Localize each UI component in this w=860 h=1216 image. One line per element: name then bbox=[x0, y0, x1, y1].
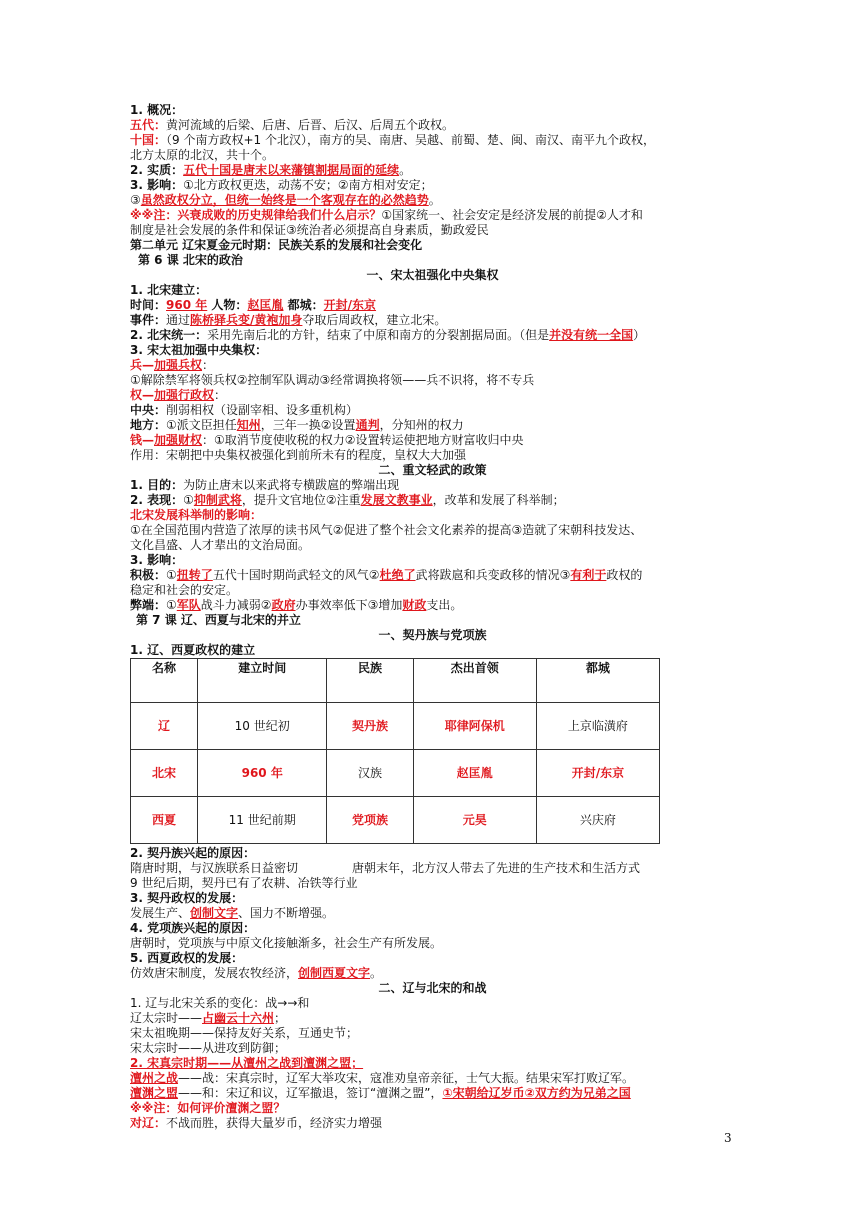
unit-title: 第二单元 辽宋夏金元时期：民族关系的发展和社会变化 bbox=[130, 238, 423, 252]
table-cell: 10 世纪初 bbox=[198, 703, 327, 750]
impact-text: ①北方政权更迭，动荡不安；②南方相对安定； bbox=[183, 178, 433, 192]
drawback-label: 弊端： bbox=[130, 598, 167, 612]
event-text-2: 夺取后周政权，建立北宋。 bbox=[302, 313, 447, 327]
xixia-dev-key: 创制西夏文字 bbox=[298, 966, 371, 980]
impact-label: 3. 影响： bbox=[130, 178, 184, 192]
chanzhou-battle-term: 澶州之战 bbox=[130, 1071, 179, 1085]
capital-label: 都城： bbox=[283, 298, 324, 312]
table-cell: 北宋 bbox=[131, 750, 198, 797]
unification-text: 采用先南后北的方针，结束了中原和南方的分裂割据局面。（但是 bbox=[207, 328, 550, 342]
khitan-rise-text-1: 隋唐时期，与汉族联系日益密切 bbox=[130, 861, 299, 875]
impact-key: 虽然政权分立，但统一始终是一个客观存在的必然趋势 bbox=[140, 193, 429, 207]
event-text: 通过 bbox=[166, 313, 191, 327]
admin-term: 权— bbox=[130, 388, 155, 402]
lesson-6-title: 第 6 课 北宋的政治 bbox=[138, 253, 243, 267]
ten-kingdoms-line bbox=[130, 133, 735, 148]
central-label: 中央： bbox=[130, 403, 167, 417]
positive-key-2: 杜绝了 bbox=[379, 568, 416, 582]
drawback-text-2: 办事效率低下③增加 bbox=[295, 598, 403, 612]
finance-line bbox=[130, 433, 735, 448]
manifest-key-1: 抑制武将 bbox=[193, 493, 242, 507]
punct: 。 bbox=[399, 163, 412, 177]
table-cell: 西夏 bbox=[131, 797, 198, 844]
impact-heading: 3. 影响： bbox=[130, 553, 184, 567]
effect-line: 作用：宋朝把中央集权被强化到前所未有的程度，皇权大大加强 bbox=[130, 448, 467, 462]
ten-kingdoms-text: （9 个南方政权+1 个北汉），南方的吴、南唐、吴越、前蜀、楚、闽、南汉、南平九个政权， bbox=[166, 133, 655, 147]
impact-line-2 bbox=[130, 193, 735, 208]
table-header: 都城 bbox=[536, 659, 659, 703]
page-number: 3 bbox=[724, 1131, 732, 1145]
finance-text: ：①取消节度使收税的权力②设置转运使把地方财富收归中央 bbox=[202, 433, 524, 447]
punct: ： bbox=[202, 358, 215, 372]
person-value: 赵匡胤 bbox=[247, 298, 284, 312]
table-header: 杰出首领 bbox=[413, 659, 536, 703]
positive-text-3: 政权的 bbox=[606, 568, 643, 582]
note-line-2: 制度是社会发展的条件和保证③统治者必须提高自身素质，勤政爱民 bbox=[130, 223, 489, 237]
section-heading-1: 一、宋太祖强化中央集权 bbox=[366, 268, 499, 282]
dangxiang-rise-heading: 4. 党项族兴起的原因： bbox=[130, 921, 256, 935]
khitan-dev-line bbox=[130, 906, 735, 921]
military-key: 加强兵权 bbox=[154, 358, 203, 372]
khitan-dev-text-2: 、国力不断增强。 bbox=[238, 906, 335, 920]
punct: 。 bbox=[370, 966, 383, 980]
ten-kingdoms-line-2: 北方太原的北汉，共十个。 bbox=[130, 148, 275, 162]
xixia-dev-text: 仿效唐宋制度，发展农牧经济， bbox=[130, 966, 299, 980]
table-row bbox=[131, 703, 660, 750]
positive-text: 五代十国时期尚武轻文的风气② bbox=[212, 568, 380, 582]
five-dynasties-line bbox=[130, 118, 735, 133]
drawback-key-2: 政府 bbox=[271, 598, 296, 612]
section-heading-3: 一、契丹族与党项族 bbox=[378, 628, 487, 642]
positive-line-2: 稳定和社会的安定。 bbox=[130, 583, 239, 597]
song-founding-heading: 1. 北宋建立： bbox=[130, 283, 208, 297]
khitan-dev-heading: 3. 契丹政权的发展： bbox=[130, 891, 244, 905]
five-dynasties-text: 黄河流域的后梁、后唐、后晋、后汉、后周五个政权。 bbox=[166, 118, 455, 132]
zhenzong-heading: 2. 宋真宗时期——从澶州之战到澶渊之盟； bbox=[130, 1056, 364, 1070]
exam-impact-text: ①在全国范围内营造了浓厚的读书风气②促进了整个社会文化素养的提高③造就了宋朝科技发达、 bbox=[130, 523, 643, 537]
num: ① bbox=[166, 598, 177, 612]
section-heading-2: 二、重文轻武的政策 bbox=[378, 463, 487, 477]
khitan-rise-text-2: 唐朝末年，北方汉人带去了先进的生产技术和生活方式 bbox=[352, 861, 641, 875]
positive-key-3: 有利于 bbox=[570, 568, 607, 582]
military-line bbox=[130, 358, 735, 373]
song-taizong-line: 宋太宗时——从进攻到防御； bbox=[130, 1041, 287, 1055]
khitan-dev-key: 创制文字 bbox=[190, 906, 239, 920]
dangxiang-rise-line: 唐朝时，党项族与中原文化接触渐多，社会生产有所发展。 bbox=[130, 936, 443, 950]
table-cell: 元昊 bbox=[413, 797, 536, 844]
purpose-line bbox=[130, 478, 735, 493]
table-header: 名称 bbox=[131, 659, 198, 703]
regimes-table bbox=[130, 658, 660, 844]
essence-line bbox=[130, 163, 735, 178]
ten-kingdoms-term: 十国： bbox=[130, 133, 167, 147]
liao-taizong-line bbox=[130, 1011, 735, 1026]
drawback-text-3: 支出。 bbox=[426, 598, 463, 612]
song-taizu-line: 宋太祖晚期——保持友好关系，互通史节； bbox=[130, 1026, 359, 1040]
five-dynasties-term: 五代： bbox=[130, 118, 167, 132]
manifest-text: ，提升文官地位②注重 bbox=[241, 493, 361, 507]
evaluation-question: ※※注：如何评价澶渊之盟？ bbox=[130, 1101, 286, 1115]
note-line bbox=[130, 208, 735, 223]
note-answer: ①国家统一、社会安定是经济发展的前提②人才和 bbox=[381, 208, 643, 222]
punct: ） bbox=[633, 328, 646, 342]
drawback-text: 战斗力减弱② bbox=[200, 598, 272, 612]
xixia-dev-heading: 5. 西夏政权的发展： bbox=[130, 951, 244, 965]
table-cell: 兴庆府 bbox=[536, 797, 659, 844]
manifest-num: ① bbox=[183, 493, 194, 507]
khitan-rise-line bbox=[130, 861, 735, 876]
section-heading-4: 二、辽与北宋的和战 bbox=[378, 981, 487, 995]
punct: ； bbox=[274, 1011, 287, 1025]
drawback-key-1: 军队 bbox=[176, 598, 201, 612]
manifest-key-2: 发展文教事业 bbox=[360, 493, 433, 507]
table-row bbox=[131, 750, 660, 797]
essence-key: 五代十国是唐末以来藩镇割据局面的延续 bbox=[183, 163, 400, 177]
event-label: 事件： bbox=[130, 313, 167, 327]
table-cell: 耶律阿保机 bbox=[413, 703, 536, 750]
table-header: 建立时间 bbox=[198, 659, 327, 703]
chanyuan-treaty-term: 澶渊之盟 bbox=[130, 1086, 179, 1100]
liao-taizong-key: 占幽云十六州 bbox=[202, 1011, 275, 1025]
admin-key: 加强行政权 bbox=[154, 388, 215, 402]
unification-line bbox=[130, 328, 735, 343]
capital-value: 开封/东京 bbox=[323, 298, 377, 312]
person-label: 人物： bbox=[207, 298, 248, 312]
song-founding-facts bbox=[130, 298, 735, 313]
central-text: 削弱相权（设副宰相、设多重机构） bbox=[166, 403, 359, 417]
table-cell: 汉族 bbox=[327, 750, 413, 797]
positive-key-1: 扭转了 bbox=[176, 568, 213, 582]
positive-label: 积极： bbox=[130, 568, 167, 582]
liao-evaluation-label: 对辽： bbox=[130, 1116, 167, 1130]
khitan-rise-heading: 2. 契丹族兴起的原因： bbox=[130, 846, 256, 860]
unification-label: 2. 北宋统一： bbox=[130, 328, 208, 342]
time-value: 960 年 bbox=[166, 298, 208, 312]
khitan-rise-line-2: 9 世纪后期，契丹已有了农耕、冶铁等行业 bbox=[130, 876, 358, 890]
local-key-1: 知州 bbox=[236, 418, 261, 432]
event-key: 陈桥驿兵变/黄袍加身 bbox=[190, 313, 303, 327]
manifest-text-2: ，改革和发展了科举制； bbox=[432, 493, 565, 507]
centralization-heading: 3. 宋太祖加强中央集权： bbox=[130, 343, 268, 357]
chanyuan-treaty-line bbox=[130, 1086, 735, 1101]
drawback-key-3: 财政 bbox=[402, 598, 427, 612]
central-line bbox=[130, 403, 735, 418]
local-text-3: ，分知州的权力 bbox=[379, 418, 464, 432]
local-text-2: ，三年一换②设置 bbox=[260, 418, 356, 432]
local-label: 地方： bbox=[130, 418, 167, 432]
table-row bbox=[131, 797, 660, 844]
time-label: 时间： bbox=[130, 298, 167, 312]
table-cell: 辽 bbox=[131, 703, 198, 750]
military-term: 兵— bbox=[130, 358, 155, 372]
liao-evaluation-text: 不战而胜，获得大量岁币，经济实力增强 bbox=[166, 1116, 383, 1130]
local-key-2: 通判 bbox=[355, 418, 380, 432]
overview-heading: 1. 概况： bbox=[130, 103, 184, 117]
table-cell: 开封/东京 bbox=[536, 750, 659, 797]
chanyuan-treaty-key: ①宋朝给辽岁币②双方约为兄弟之国 bbox=[442, 1086, 631, 1100]
admin-line bbox=[130, 388, 735, 403]
relation-heading: 1. 辽与北宋关系的变化：战→→和 bbox=[130, 996, 310, 1010]
local-line bbox=[130, 418, 735, 433]
finance-key: 加强财权 bbox=[154, 433, 203, 447]
table-cell: 960 年 bbox=[198, 750, 327, 797]
local-text: ①派文臣担任 bbox=[166, 418, 237, 432]
drawback-line bbox=[130, 598, 735, 613]
chanzhou-battle-text: ——战：宋真宗时，辽军大举攻宋，寇准劝皇帝亲征，士气大振。结果宋军打败辽军。 bbox=[178, 1071, 635, 1085]
impact-num: ③ bbox=[130, 193, 141, 207]
chanzhou-battle-line bbox=[130, 1071, 735, 1086]
note-question: ※※注：兴衰成败的历史规律给我们什么启示？ bbox=[130, 208, 382, 222]
chanyuan-treaty-text: ——和：宋辽和议，辽军撤退，签订“澶渊之盟”， bbox=[178, 1086, 443, 1100]
purpose-label: 1. 目的： bbox=[130, 478, 184, 492]
table-caption: 1. 辽、西夏政权的建立 bbox=[130, 643, 256, 657]
manifest-line bbox=[130, 493, 735, 508]
document-body bbox=[130, 103, 735, 1131]
khitan-dev-text: 发展生产、 bbox=[130, 906, 191, 920]
table-cell: 11 世纪前期 bbox=[198, 797, 327, 844]
punct: 。 bbox=[428, 193, 441, 207]
exam-impact-heading: 北宋发展科举制的影响： bbox=[130, 508, 263, 522]
table-cell: 上京临潢府 bbox=[536, 703, 659, 750]
table-header-row bbox=[131, 659, 660, 703]
purpose-text: 为防止唐末以来武将专横跋扈的弊端出现 bbox=[183, 478, 400, 492]
impact-line bbox=[130, 178, 735, 193]
unification-key: 并没有统一全国 bbox=[549, 328, 634, 342]
event-line bbox=[130, 313, 735, 328]
lesson-7-title: 第 7 课 辽、西夏与北宋的并立 bbox=[136, 613, 301, 627]
military-detail: ①解除禁军将领兵权②控制军队调动③经常调换将领——兵不识将，将不专兵 bbox=[130, 373, 535, 387]
liao-evaluation-line bbox=[130, 1116, 735, 1131]
finance-term: 钱— bbox=[130, 433, 155, 447]
punct: ： bbox=[214, 388, 227, 402]
table-cell: 赵匡胤 bbox=[413, 750, 536, 797]
essence-label: 2. 实质： bbox=[130, 163, 184, 177]
positive-text-2: 武将跋扈和兵变政移的情况③ bbox=[415, 568, 571, 582]
liao-taizong-label: 辽太宗时—— bbox=[130, 1011, 203, 1025]
num: ① bbox=[166, 568, 177, 582]
table-cell: 党项族 bbox=[327, 797, 413, 844]
xixia-dev-line bbox=[130, 966, 735, 981]
table-cell: 契丹族 bbox=[327, 703, 413, 750]
positive-line bbox=[130, 568, 735, 583]
manifest-label: 2. 表现： bbox=[130, 493, 184, 507]
table-header: 民族 bbox=[327, 659, 413, 703]
exam-impact-text-2: 文化昌盛、人才辈出的文治局面。 bbox=[130, 538, 311, 552]
